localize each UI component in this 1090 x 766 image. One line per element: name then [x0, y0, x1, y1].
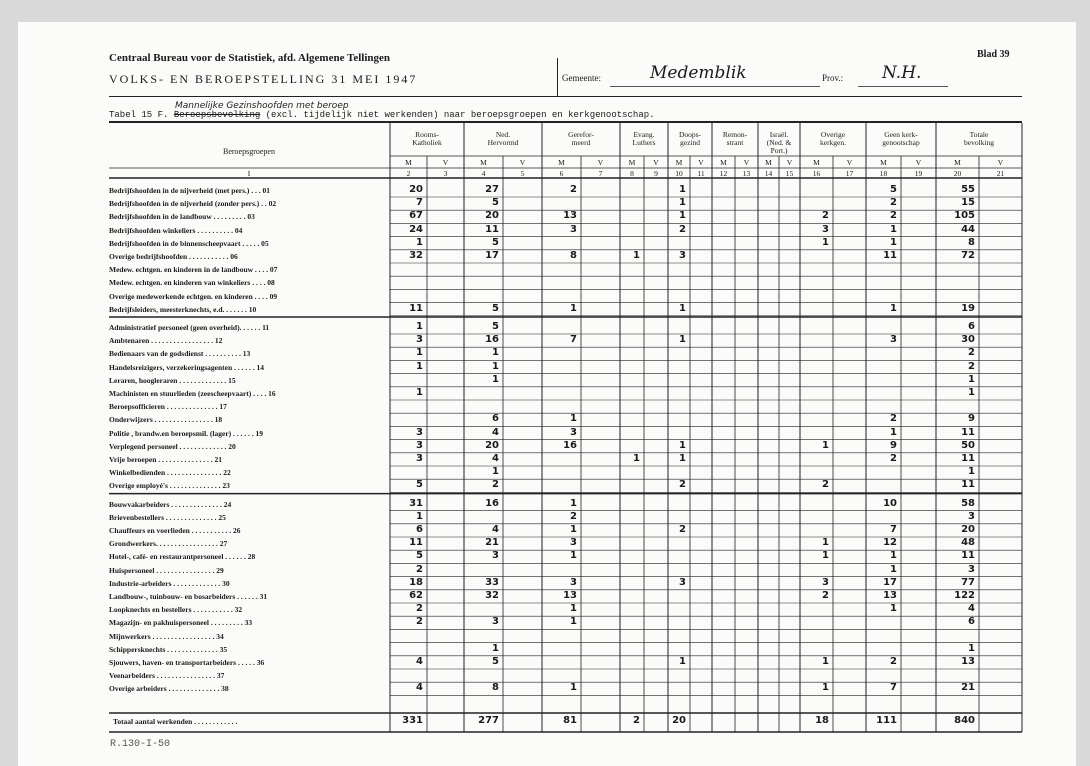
- table-cell-m: 3: [416, 453, 423, 464]
- col-sub-v: V: [519, 158, 526, 167]
- table-cell-m: 2: [890, 656, 897, 667]
- table-row-label: Vrije beroepen . . . . . . . . . . . . . . . 21: [109, 455, 223, 464]
- table-row-label: Grondwerkers. . . . . . . . . . . . . . . . . 27: [109, 539, 228, 549]
- table-cell-m: 33: [485, 576, 499, 588]
- table-cell-m: 55: [961, 184, 975, 195]
- col-sub-v: V: [597, 158, 604, 167]
- table-cell-m: 15: [961, 197, 975, 209]
- prov-value: N.H.: [882, 63, 922, 83]
- table-cell-m: 1: [679, 210, 686, 222]
- table-row-label: Overige arbeiders . . . . . . . . . . . . . . 38: [109, 684, 229, 694]
- table-cell-m: 1: [492, 360, 499, 372]
- table-cell-m: 1: [570, 603, 577, 615]
- table-row-label: Beroepsofficieren . . . . . . . . . . . . . . 17: [109, 402, 227, 412]
- table-cell-m: 4: [968, 603, 975, 615]
- table-cell-m: 16: [485, 497, 499, 509]
- table-cell-m: 1: [968, 466, 975, 478]
- table-cell-m: 1: [822, 682, 829, 694]
- col-sub-v: V: [846, 158, 853, 167]
- table-cell-m: 19: [961, 302, 975, 314]
- total-cell: 81: [563, 715, 577, 726]
- table-row-label: Schippersknechts . . . . . . . . . . . . . . 35: [109, 644, 228, 654]
- table-cell-m: 11: [961, 453, 975, 464]
- table-cell-m: 2: [416, 603, 423, 615]
- total-cell: 277: [478, 715, 499, 726]
- table-cell-m: 3: [416, 439, 423, 451]
- table-cell-m: 1: [570, 616, 577, 628]
- table-cell-m: 1: [679, 656, 686, 667]
- table-cell-m: 5: [492, 197, 499, 209]
- col-sub-v: V: [915, 158, 922, 167]
- table-cell-m: 16: [563, 439, 577, 451]
- table-cell-m: 58: [961, 497, 975, 509]
- table-cell-m: 17: [485, 250, 499, 261]
- col-group-header: Totale bevolking: [964, 130, 994, 147]
- table-cell-m: 1: [890, 563, 897, 575]
- table-row-label: Overige employé's . . . . . . . . . . . . . . 23: [109, 481, 230, 491]
- table-cell-m: 11: [409, 302, 423, 314]
- table-cell-m: 1: [492, 466, 499, 478]
- table-cell-m: 122: [954, 590, 975, 601]
- table-cell-m: 20: [485, 210, 499, 222]
- handwritten-correction: Mannelijke Gezinshoofden met beroep: [175, 101, 349, 111]
- col-number: 20: [953, 169, 962, 178]
- table-cell-m: 1: [416, 510, 423, 522]
- table-row-label: Politie , brandw.en beroepsmil. (lager) . . . . . . 19: [109, 428, 264, 438]
- table-row-label: Medew. echtgen. en kinderen in de landbouw . . . . 07: [109, 265, 278, 275]
- table-cell-m: 20: [961, 524, 975, 535]
- table-cell-m: 5: [492, 656, 499, 667]
- table-cell-m: 7: [416, 197, 423, 209]
- table-cell-m: 11: [485, 223, 499, 235]
- col-number: 5: [520, 169, 525, 178]
- table-cell-m: 20: [409, 184, 423, 195]
- table-row-label: Leraren, hoogleraren . . . . . . . . . . . . . 15: [109, 375, 236, 385]
- col-group-header: Rooms- Katholiek: [412, 130, 442, 147]
- col-group-header: Overige kerkgen.: [819, 130, 847, 147]
- table-cell-m: 3: [570, 223, 577, 235]
- table-cell-m: 3: [890, 334, 897, 346]
- table-row-label: Verplegend personeel . . . . . . . . . . . . . 20: [109, 441, 236, 451]
- table-row-label: Overige medewerkende echtgen. en kinderen . . . . 09: [109, 291, 278, 301]
- table-cell-m: 9: [890, 439, 897, 451]
- table-cell-m: 62: [409, 590, 423, 601]
- table-cell-m: 2: [890, 210, 897, 222]
- table-cell-m: 2: [679, 524, 686, 535]
- table-cell-m: 1: [679, 334, 686, 346]
- col-sub-m: M: [765, 158, 772, 167]
- table-cell-m: 3: [822, 223, 829, 235]
- table-row-label: Sjouwers, haven- en transportarbeiders . . . . . 36: [109, 658, 265, 667]
- col-group-header: Geen kerk- genootschap: [882, 130, 920, 147]
- table-cell-m: 11: [409, 537, 423, 549]
- table-cell-m: 2: [492, 479, 499, 491]
- table-cell-m: 2: [679, 223, 686, 235]
- table-cell-m: 11: [961, 426, 975, 438]
- table-cell-m: 3: [570, 576, 577, 588]
- table-cell-m: 3: [570, 537, 577, 549]
- table-cell-m: 32: [409, 250, 423, 261]
- table-cell-m: 13: [563, 210, 577, 222]
- col-number: 9: [654, 169, 658, 178]
- table-cell-m: 50: [961, 439, 975, 451]
- table-cell-m: 105: [954, 210, 975, 222]
- table-cell-m: 7: [890, 524, 897, 535]
- table-cell-m: 1: [822, 236, 829, 248]
- table-cell-m: 1: [570, 302, 577, 314]
- table-cell-m: 13: [961, 656, 975, 667]
- table-row-label: Loopknechts en bestellers . . . . . . . . . . . 32: [109, 605, 243, 615]
- table-cell-m: 3: [416, 334, 423, 346]
- table-cell-m: 1: [822, 550, 829, 562]
- blad-label: Blad 39: [977, 49, 1010, 60]
- col-sub-v: V: [786, 158, 793, 167]
- table-cell-m: 2: [822, 590, 829, 601]
- total-cell: 331: [402, 715, 423, 726]
- table-cell-m: 1: [890, 236, 897, 248]
- table-row-label: Chauffeurs en voerlieden . . . . . . . . . . . 26: [109, 526, 241, 535]
- table-cell-m: 3: [968, 510, 975, 522]
- table-cell-m: 16: [485, 334, 499, 346]
- table-cell-m: 4: [492, 453, 499, 464]
- col-number: 7: [598, 169, 603, 178]
- col-sub-v: V: [698, 158, 704, 167]
- table-row-label: Magazijn- en pakhuispersoneel . . . . . . . . . 33: [109, 618, 253, 628]
- table-cell-m: 2: [968, 347, 975, 359]
- table-cell-m: 72: [961, 250, 975, 261]
- table-cell-m: 1: [570, 497, 577, 509]
- table-cell-m: 1: [416, 387, 423, 398]
- table-cell-m: 6: [968, 321, 975, 332]
- table-cell-m: 1: [492, 373, 499, 385]
- census-title: VOLKS- EN BEROEPSTELLING 31 MEI 1947: [109, 72, 418, 86]
- table-row-label: Bedrijfshoofden in de binnenscheepvaart . . . . . 05: [109, 238, 269, 248]
- table-cell-m: 1: [890, 603, 897, 615]
- table-cell-m: 1: [679, 302, 686, 314]
- col-number: 3: [443, 169, 448, 178]
- table-cell-m: 10: [883, 497, 897, 509]
- table-cell-m: 5: [416, 479, 423, 491]
- col-sub-v: V: [743, 158, 750, 167]
- table-cell-m: 1: [890, 426, 897, 438]
- table-row-label: Mijnwerkers . . . . . . . . . . . . . . . . . 34: [109, 631, 224, 641]
- table-cell-m: 5: [492, 321, 499, 332]
- table-cell-m: 3: [968, 563, 975, 575]
- table-cell-m: 1: [968, 387, 975, 398]
- col-group-header: Ned. Hervormd: [487, 130, 519, 147]
- table-cell-m: 8: [968, 236, 975, 248]
- col-sub-v: V: [997, 158, 1004, 167]
- table-cell-m: 2: [416, 563, 423, 575]
- table-row-label: Overige bedrijfshoofden . . . . . . . . . . . 06: [109, 252, 238, 261]
- table-cell-m: 20: [485, 439, 499, 451]
- total-cell: 2: [633, 715, 640, 726]
- table-row-label: Medew. echtgen. en kinderen van winkeliers . . . . 08: [109, 278, 275, 288]
- col-number: 11: [697, 169, 705, 178]
- col-number: 4: [481, 169, 486, 178]
- table-cell-m: 44: [961, 223, 975, 235]
- table-row-label: Hotel-, café- en restaurantpersoneel . . . . . . 28: [109, 552, 256, 562]
- table-cell-m: 3: [822, 576, 829, 588]
- table-cell-m: 1: [570, 550, 577, 562]
- gemeente-value: Medemblik: [650, 63, 747, 83]
- table-cell-m: 8: [570, 250, 577, 261]
- table-cell-m: 13: [563, 590, 577, 601]
- col-number: 2: [406, 169, 411, 178]
- table-cell-m: 1: [679, 197, 686, 209]
- col-number: 10: [675, 169, 683, 178]
- table-cell-m: 48: [961, 537, 975, 549]
- col-group-header: Doops- gezind: [678, 130, 702, 147]
- table-cell-m: 2: [822, 210, 829, 222]
- table-cell-m: 17: [883, 576, 897, 588]
- total-cell: 840: [954, 715, 975, 726]
- table-cell-m: 11: [961, 550, 975, 562]
- table-cell-m: 5: [416, 550, 423, 562]
- table-cell-m: 7: [890, 682, 897, 694]
- col-group-header: Evang. Luthers: [632, 130, 656, 147]
- table-row-label: Industrie-arbeiders . . . . . . . . . . . . . 30: [109, 578, 230, 588]
- table-title: Tabel 15 F. Beroepsbevolking (excl. tijdelijk niet werkenden) naar beroepsgroepen en kerkgenootschap.: [109, 110, 655, 120]
- table-cell-m: 1: [968, 373, 975, 385]
- col-number: 8: [630, 169, 634, 178]
- table-cell-m: 2: [890, 453, 897, 464]
- table-cell-m: 1: [416, 347, 423, 359]
- table-cell-m: 1: [890, 550, 897, 562]
- table-cell-m: 1: [822, 656, 829, 667]
- table-cell-m: 7: [570, 334, 577, 346]
- table-cell-m: 3: [492, 550, 499, 562]
- col-number: 13: [742, 169, 751, 178]
- col-sub-v: V: [653, 158, 659, 167]
- table-cell-m: 6: [492, 413, 499, 425]
- col-number: 12: [719, 169, 728, 178]
- table-cell-m: 1: [570, 413, 577, 425]
- agency-line: Centraal Bureau voor de Statistiek, afd. Algemene Tellingen: [109, 52, 391, 64]
- total-row-label: Totaal aantal werkenden . . . . . . . . . . . .: [113, 717, 238, 726]
- table-row-label: Administratief personeel (geen overheid). . . . . . 11: [109, 323, 270, 332]
- col-number: 21: [996, 169, 1005, 178]
- col-sub-m: M: [628, 158, 636, 167]
- table-cell-m: 2: [570, 184, 577, 195]
- col-group-header: Israël. (Ned. & Port.): [766, 130, 792, 155]
- table-row-label: Bedienaars van de godsdienst . . . . . . . . . . 13: [109, 349, 251, 359]
- col-number: 16: [812, 169, 821, 178]
- table-cell-m: 13: [883, 590, 897, 601]
- col-number: I: [247, 169, 251, 178]
- table-cell-m: 1: [822, 439, 829, 451]
- table-cell-m: 2: [679, 479, 686, 491]
- table-cell-m: 6: [416, 524, 423, 535]
- col-sub-m: M: [954, 158, 961, 167]
- table-cell-m: 77: [961, 576, 975, 588]
- table-cell-m: 2: [968, 360, 975, 372]
- table-cell-m: 9: [968, 413, 975, 425]
- table-cell-m: 5: [492, 236, 499, 248]
- table-cell-m: 1: [968, 642, 975, 654]
- col-number: 6: [559, 169, 564, 178]
- table-cell-m: 27: [485, 184, 499, 195]
- table-cell-m: 1: [570, 682, 577, 694]
- table-cell-m: 4: [416, 656, 423, 667]
- col-number: 14: [764, 169, 773, 178]
- table-cell-m: 3: [492, 616, 499, 628]
- col-header-beroepsgroepen: Beroepsgroepen: [223, 147, 275, 156]
- col-sub-m: M: [558, 158, 565, 167]
- col-sub-m: M: [675, 158, 683, 167]
- col-sub-m: M: [720, 158, 727, 167]
- table-cell-m: 5: [890, 184, 897, 195]
- table-cell-m: 3: [679, 250, 686, 261]
- table-cell-m: 2: [822, 479, 829, 491]
- table-cell-m: 5: [492, 302, 499, 314]
- table-row-label: Huispersoneel . . . . . . . . . . . . . . . . 29: [109, 565, 224, 575]
- col-number: 17: [845, 169, 854, 178]
- total-cell: 111: [876, 715, 897, 726]
- col-group-header: Remon- strant: [722, 130, 748, 147]
- table-cell-m: 1: [416, 321, 423, 332]
- table-cell-m: 1: [416, 360, 423, 372]
- table-cell-m: 3: [416, 426, 423, 438]
- table-cell-m: 1: [416, 236, 423, 248]
- table-cell-m: 1: [492, 642, 499, 654]
- table-row-label: Bedrijfshoofden winkeliers . . . . . . . . . . 04: [109, 225, 243, 235]
- col-sub-m: M: [880, 158, 887, 167]
- col-number: 18: [879, 169, 888, 178]
- col-sub-m: M: [813, 158, 820, 167]
- table-cell-m: 3: [679, 576, 686, 588]
- table-row-label: Bouwvakarbeiders . . . . . . . . . . . . . . 24: [109, 499, 232, 509]
- gemeente-label: Gemeente:: [562, 73, 601, 83]
- table-cell-m: 67: [409, 210, 423, 222]
- col-number: 15: [785, 169, 794, 178]
- table-cell-m: 4: [492, 524, 499, 535]
- table-cell-m: 4: [416, 682, 423, 694]
- table-row-label: Onderwijzers . . . . . . . . . . . . . . . . 18: [109, 415, 223, 425]
- table-cell-m: 21: [485, 537, 499, 549]
- table-cell-m: 1: [633, 453, 640, 464]
- table-cell-m: 3: [570, 426, 577, 438]
- table-cell-m: 8: [492, 682, 499, 694]
- table-cell-m: 12: [883, 537, 897, 549]
- table-cell-m: 1: [890, 223, 897, 235]
- table-cell-m: 1: [492, 347, 499, 359]
- table-cell-m: 2: [890, 413, 897, 425]
- col-sub-m: M: [480, 158, 487, 167]
- col-sub-v: V: [442, 158, 449, 167]
- table-cell-m: 1: [890, 302, 897, 314]
- table-row-label: Handelsreizigers, verzekeringsagenten . . . . . . 14: [109, 362, 265, 372]
- table-cell-m: 11: [883, 250, 897, 261]
- table-row-label: Landbouw-, tuinbouw- en bosarbeiders . . . . . . 31: [109, 592, 268, 601]
- col-sub-m: M: [405, 158, 412, 167]
- table-row-label: Bedrijfsleiders, meesterknechts, e.d. . . . . . . 10: [109, 304, 257, 314]
- table-row-label: Veenarbeiders . . . . . . . . . . . . . . . . 37: [109, 671, 225, 681]
- table-cell-m: 32: [485, 590, 499, 601]
- table-cell-m: 2: [416, 616, 423, 628]
- table-cell-m: 18: [409, 576, 423, 588]
- table-cell-m: 31: [409, 497, 423, 509]
- table-cell-m: 2: [890, 197, 897, 209]
- table-row-label: Ambtenaren . . . . . . . . . . . . . . . . . 12: [109, 336, 223, 346]
- table-cell-m: 24: [409, 223, 423, 235]
- table-row-label: Bedrijfshoofden in de nijverheid (zonder pers.) . . 02: [109, 199, 277, 209]
- table-cell-m: 1: [679, 439, 686, 451]
- col-group-header: Gerefor- meerd: [568, 130, 594, 147]
- table-row-label: Bedrijfshoofden in de nijverheid (met pers.) . . . 01: [109, 186, 271, 195]
- table-cell-m: 11: [961, 479, 975, 491]
- prov-label: Prov.:: [822, 73, 844, 83]
- table-cell-m: 2: [570, 510, 577, 522]
- total-cell: 18: [815, 715, 829, 726]
- table-cell-m: 4: [492, 426, 499, 438]
- table-cell-m: 1: [679, 184, 686, 195]
- table-cell-m: 1: [679, 453, 686, 464]
- form-code: R.130-I-50: [110, 739, 171, 750]
- table-row-label: Machinisten en stuurlieden (zeescheepvaart) . . . . 16: [109, 389, 276, 398]
- table-row-label: Bedrijfshoofden in de landbouw . . . . . . . . . 03: [109, 212, 255, 222]
- total-cell: 20: [672, 715, 686, 726]
- table-cell-m: 6: [968, 616, 975, 628]
- table-cell-m: 21: [961, 682, 975, 694]
- table-cell-m: 1: [570, 524, 577, 535]
- table-row-label: Winkelbedienden . . . . . . . . . . . . . . . 22: [109, 468, 231, 478]
- table-row-label: Brievenbestellers . . . . . . . . . . . . . . 25: [109, 512, 226, 522]
- table-cell-m: 30: [961, 334, 975, 346]
- table-cell-m: 1: [633, 250, 640, 261]
- col-number: 19: [914, 169, 923, 178]
- table-cell-m: 1: [822, 537, 829, 549]
